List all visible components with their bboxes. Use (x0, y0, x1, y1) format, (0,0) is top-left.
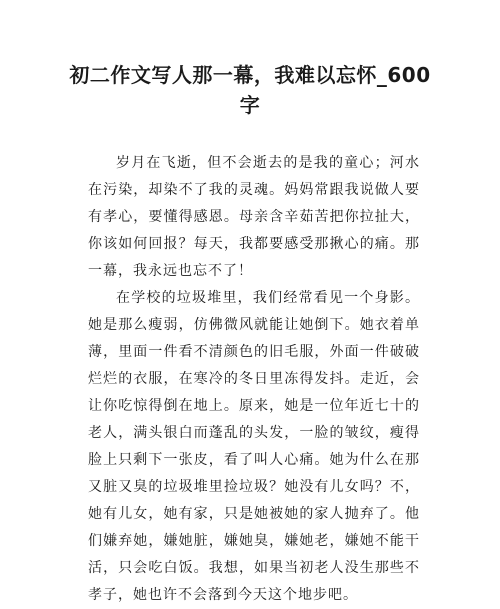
article-title: 初二作文写人那一幕，我难以忘怀_600字 (69, 63, 431, 117)
article-body (88, 150, 420, 609)
paragraph: 在学校的垃圾堆里，我们经常看见一个身影。她是那么瘦弱，仿佛微风就能让她倒下。她衣着单薄，里面一件看不清颜色的旧毛服，外面一件破破烂烂的衣服，在寒冷的冬日里冻得发抖。走近，会让你吃惊得倒在地上。原来，她是一位年近七十的老人，满头银白而蓬乱的头发，一脸的皱纹，瘦得脸上只剩下一张皮，看了叫人心痛。她为什么在那又脏又臭的垃圾堆里捡垃圾？她没有儿女吗？不，她有儿女，她有家，只是她被她的家人抛弃了。他们嫌弃她，嫌她脏，嫌她臭，嫌她老，嫌她不能干活，只会吃白饭。我想，如果当初老人没生那些不孝子，她也许不会落到今天这个地步吧。 (88, 290, 420, 603)
paragraph: 岁月在飞逝，但不会逝去的是我的童心；河水在污染，却染不了我的灵魂。妈妈常跟我说做人要有孝心，要懂得感恩。母亲含辛茹苦把你拉扯大，你该如何回报？每天，我都要感受那揪心的痛。那一幕，我永远也忘不了！ (88, 155, 420, 279)
